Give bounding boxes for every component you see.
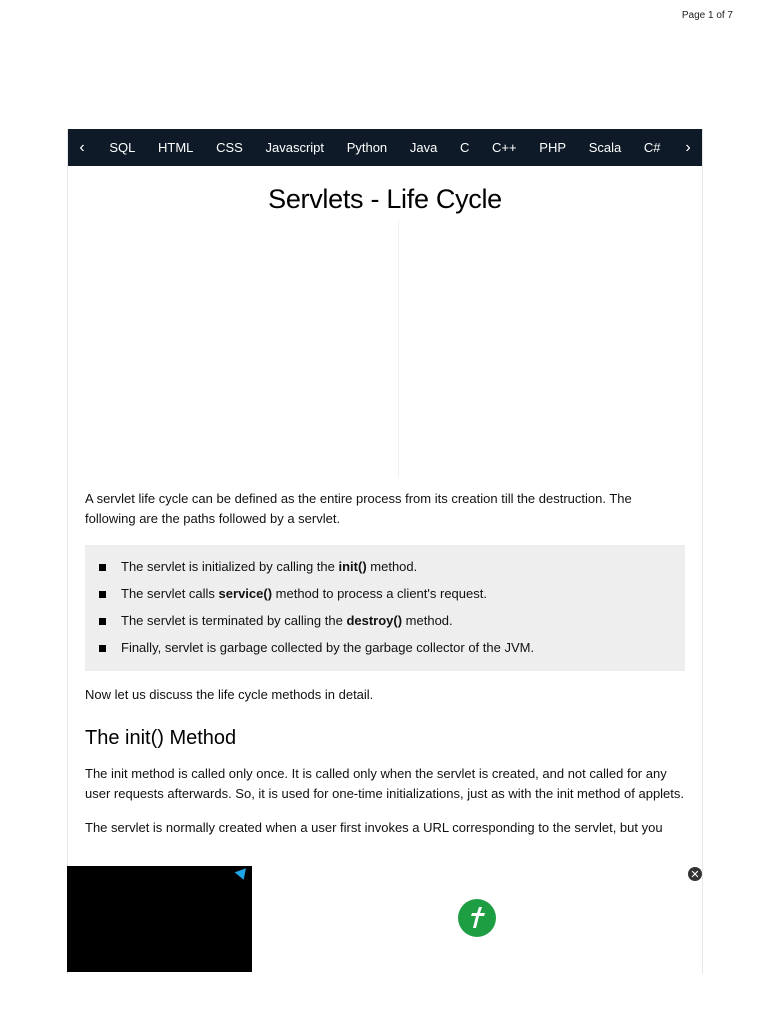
nav-next-button[interactable]: › xyxy=(685,138,691,156)
init-method-heading: The init() Method xyxy=(85,727,237,749)
list-item-text: The servlet is initialized by calling the xyxy=(121,559,339,574)
square-bullet-icon xyxy=(99,645,106,652)
document-frame xyxy=(67,129,703,974)
method-name: init() xyxy=(338,559,367,574)
article-content xyxy=(68,184,702,838)
nav-item-html[interactable]: HTML xyxy=(158,140,194,155)
list-item-text: method. xyxy=(402,613,453,628)
list-item xyxy=(85,557,685,577)
nav-item-cpp[interactable]: C++ xyxy=(492,140,517,155)
nav-item-python[interactable]: Python xyxy=(346,140,388,155)
method-name: service() xyxy=(218,586,273,601)
square-bullet-icon xyxy=(99,564,106,571)
ad-placeholder xyxy=(85,221,685,477)
nav-items xyxy=(96,140,674,155)
close-ad-button[interactable]: ✕ xyxy=(688,867,702,881)
brand-logo-icon[interactable] xyxy=(458,899,496,937)
nav-item-scala[interactable]: Scala xyxy=(588,140,622,155)
sticky-ad-banner xyxy=(0,866,768,974)
nav-prev-button[interactable]: ‹ xyxy=(79,138,85,156)
list-item-text: method. xyxy=(366,559,418,574)
ad-choices-icon[interactable] xyxy=(235,868,250,882)
cut-off-paragraph: The servlet is normally created when a user first invokes a URL corresponding to the servlet, but you xyxy=(85,820,663,835)
list-item xyxy=(85,584,685,604)
init-method-paragraph: The init method is called only once. It is called only when the servlet is created, and not called for any user requests afterwards. So, it is used for one-time initializations, just as with the init method of applets. xyxy=(85,766,685,801)
nav-item-javascript[interactable]: Javascript xyxy=(265,140,325,155)
video-ad-player[interactable] xyxy=(67,866,252,972)
nav-item-php[interactable]: PHP xyxy=(539,140,567,155)
list-item-text: The servlet is terminated by calling the xyxy=(121,613,347,628)
square-bullet-icon xyxy=(99,618,106,625)
nav-item-sql[interactable]: SQL xyxy=(109,140,136,155)
discuss-paragraph: Now let us discuss the life cycle methods in detail. xyxy=(85,687,374,702)
square-bullet-icon xyxy=(99,591,106,598)
ad-divider xyxy=(398,221,399,477)
nav-item-java[interactable]: Java xyxy=(409,140,438,155)
top-navigation xyxy=(68,129,702,166)
nav-item-c[interactable]: C xyxy=(459,140,470,155)
lifecycle-steps-box xyxy=(85,545,685,671)
lifecycle-steps-list xyxy=(85,557,685,658)
method-name: destroy() xyxy=(346,613,403,628)
page-number: Page 1 of 7 xyxy=(681,10,733,21)
list-item-text: method to process a client's request. xyxy=(272,586,487,601)
intro-paragraph: A servlet life cycle can be defined as the entire process from its creation till the destruction. The following are the paths followed by a servlet. xyxy=(85,491,632,526)
list-item-text: The servlet calls xyxy=(121,586,219,601)
list-item-text: Finally, servlet is garbage collected by the garbage collector of the JVM. xyxy=(121,640,535,655)
list-item xyxy=(85,638,685,658)
nav-item-csharp[interactable]: C# xyxy=(643,140,661,155)
nav-item-css[interactable]: CSS xyxy=(216,140,243,155)
page-title: Servlets - Life Cycle xyxy=(268,184,502,214)
list-item xyxy=(85,611,685,631)
